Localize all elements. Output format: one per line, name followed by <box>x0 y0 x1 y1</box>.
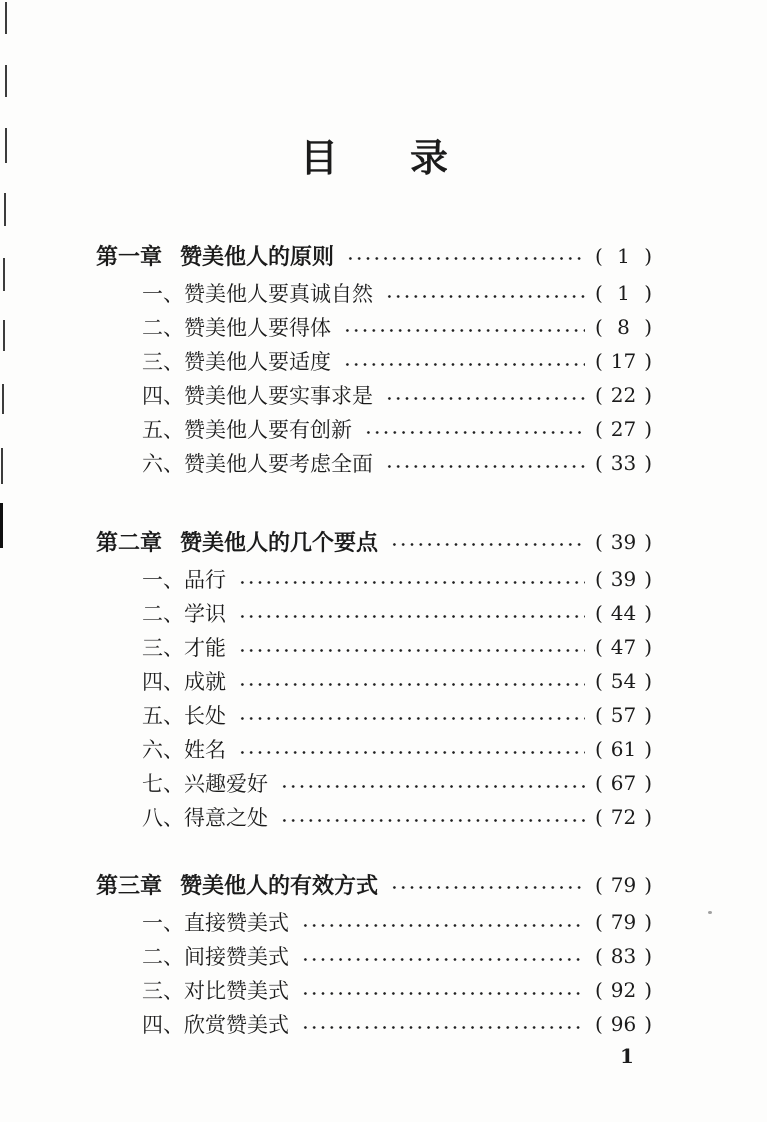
page-number-value: 72 <box>610 805 637 829</box>
close-paren: ) <box>644 281 652 305</box>
toc-entry-label: 一、直接赞美式 <box>142 911 289 935</box>
toc-entry-page <box>595 451 652 475</box>
close-paren: ) <box>644 1012 652 1036</box>
toc-section <box>96 237 652 480</box>
toc-entry-page <box>595 669 652 693</box>
close-paren: ) <box>644 529 652 554</box>
dot-leader <box>280 784 585 789</box>
dot-leader <box>280 818 585 823</box>
toc-entry-label: 七、兴趣爱好 <box>142 772 268 796</box>
toc-item-entry <box>96 939 652 973</box>
toc-entry-label: 赞美他人的几个要点 <box>180 530 379 556</box>
toc-entry-page <box>595 635 652 659</box>
binding-mark <box>5 2 7 34</box>
dot-leader <box>238 716 585 721</box>
open-paren: ( <box>595 349 603 373</box>
toc-item-entry <box>96 446 652 480</box>
dot-leader <box>390 542 585 547</box>
page-number-value: 1 <box>617 281 630 305</box>
binding-mark <box>3 320 5 351</box>
toc-entry-label: 五、长处 <box>142 704 226 728</box>
toc-entry-page <box>595 349 652 373</box>
toc-entry-label: 二、学识 <box>142 602 226 626</box>
page-number: 1 <box>620 1044 634 1068</box>
toc-entry-page <box>595 315 652 339</box>
toc-section <box>96 523 652 834</box>
page-number-value: 79 <box>610 872 637 897</box>
toc-entry-page <box>595 281 652 305</box>
open-paren: ( <box>595 669 603 693</box>
open-paren: ( <box>595 567 603 591</box>
dot-leader <box>238 648 585 653</box>
close-paren: ) <box>644 771 652 795</box>
chapter-number-label: 第一章 <box>96 244 163 270</box>
toc-entry-page <box>595 1012 652 1036</box>
page-number-value: 67 <box>610 771 637 795</box>
toc-item-entry <box>96 562 652 596</box>
dot-leader <box>385 464 585 469</box>
close-paren: ) <box>644 349 652 373</box>
toc-entry-page <box>595 383 652 407</box>
toc-entry-page <box>595 601 652 625</box>
toc-item-entry <box>96 698 652 732</box>
page-number-value: 22 <box>610 383 637 407</box>
close-paren: ) <box>644 872 652 897</box>
page-number-value: 79 <box>610 910 637 934</box>
page-number-value: 17 <box>610 349 637 373</box>
dot-leader <box>238 750 585 755</box>
open-paren: ( <box>595 601 603 625</box>
toc-entry-page <box>595 873 652 897</box>
toc-entry-label: 四、赞美他人要实事求是 <box>142 384 373 408</box>
page-number-value: 54 <box>610 669 637 693</box>
toc-entry-label: 二、赞美他人要得体 <box>142 316 331 340</box>
toc-item-entry <box>96 766 652 800</box>
toc-section <box>96 866 652 1041</box>
toc-item-entry <box>96 973 652 1007</box>
close-paren: ) <box>644 635 652 659</box>
toc-entry-label: 赞美他人的有效方式 <box>180 873 379 899</box>
toc-entry-label: 六、姓名 <box>142 738 226 762</box>
toc-entry-label: 三、赞美他人要适度 <box>142 350 331 374</box>
toc-entry-label: 四、成就 <box>142 670 226 694</box>
page-number-value: 83 <box>610 944 637 968</box>
toc-entry-label: 四、欣赏赞美式 <box>142 1013 289 1037</box>
open-paren: ( <box>595 944 603 968</box>
page-number-value: 27 <box>610 417 637 441</box>
binding-mark <box>2 384 4 414</box>
open-paren: ( <box>595 451 603 475</box>
close-paren: ) <box>644 669 652 693</box>
toc-chapter-entry <box>96 523 652 560</box>
toc-entry-label: 三、对比赞美式 <box>142 979 289 1003</box>
dot-leader <box>346 256 585 261</box>
dot-leader <box>385 294 585 299</box>
toc-entry-label: 三、才能 <box>142 636 226 660</box>
close-paren: ) <box>644 601 652 625</box>
toc-entry-page <box>595 737 652 761</box>
toc-entry-label: 六、赞美他人要考虑全面 <box>142 452 373 476</box>
toc-entry-label: 五、赞美他人要有创新 <box>142 418 352 442</box>
open-paren: ( <box>595 1012 603 1036</box>
open-paren: ( <box>595 281 603 305</box>
toc-entry-page <box>595 417 652 441</box>
open-paren: ( <box>595 703 603 727</box>
close-paren: ) <box>644 417 652 441</box>
toc-item-entry <box>96 344 652 378</box>
chapter-number-label: 第二章 <box>96 530 163 556</box>
page-number-value: 33 <box>610 451 637 475</box>
page-number-value: 61 <box>610 737 637 761</box>
open-paren: ( <box>595 737 603 761</box>
toc-chapter-entry <box>96 237 652 274</box>
toc-entry-page <box>595 978 652 1002</box>
toc-entry-page <box>595 771 652 795</box>
close-paren: ) <box>644 703 652 727</box>
toc-item-entry <box>96 630 652 664</box>
close-paren: ) <box>644 910 652 934</box>
dot-leader <box>238 614 585 619</box>
toc-chapter-entry <box>96 866 652 903</box>
page-number-value: 57 <box>610 703 637 727</box>
page-number-value: 39 <box>610 567 637 591</box>
toc-entry-label: 一、品行 <box>142 568 226 592</box>
toc-item-entry <box>96 310 652 344</box>
page-title <box>96 136 652 180</box>
toc-entry-page <box>595 910 652 934</box>
close-paren: ) <box>644 315 652 339</box>
title-char: 录 <box>410 135 449 180</box>
binding-mark <box>4 193 6 226</box>
dot-leader <box>385 396 585 401</box>
toc-entry-page <box>595 244 652 268</box>
toc-entry-page <box>595 805 652 829</box>
toc-item-entry <box>96 905 652 939</box>
page-number-value: 44 <box>610 601 637 625</box>
toc-item-entry <box>96 378 652 412</box>
open-paren: ( <box>595 315 603 339</box>
close-paren: ) <box>644 243 652 268</box>
toc-entry-label: 一、赞美他人要真诚自然 <box>142 282 373 306</box>
dot-leader <box>343 362 585 367</box>
open-paren: ( <box>595 872 603 897</box>
toc-item-entry <box>96 412 652 446</box>
table-of-contents <box>96 237 652 1041</box>
close-paren: ) <box>644 567 652 591</box>
page-number-value: 96 <box>610 1012 637 1036</box>
binding-mark <box>5 128 7 163</box>
toc-entry-page <box>595 530 652 554</box>
toc-entry-label: 二、间接赞美式 <box>142 945 289 969</box>
title-char: 目 <box>299 135 338 180</box>
toc-entry-page <box>595 567 652 591</box>
toc-item-entry <box>96 1007 652 1041</box>
open-paren: ( <box>595 771 603 795</box>
close-paren: ) <box>644 383 652 407</box>
binding-mark <box>5 65 7 97</box>
toc-item-entry <box>96 664 652 698</box>
toc-item-entry <box>96 800 652 834</box>
toc-item-entry <box>96 596 652 630</box>
dot-leader <box>301 957 585 962</box>
open-paren: ( <box>595 383 603 407</box>
chapter-number-label: 第三章 <box>96 873 163 899</box>
dot-leader <box>301 991 585 996</box>
page-number-value: 47 <box>610 635 637 659</box>
page-number-value: 92 <box>610 978 637 1002</box>
close-paren: ) <box>644 451 652 475</box>
open-paren: ( <box>595 978 603 1002</box>
open-paren: ( <box>595 910 603 934</box>
dot-leader <box>301 923 585 928</box>
scan-artifact-dot <box>708 911 712 914</box>
dot-leader <box>238 682 585 687</box>
binding-mark <box>0 503 3 548</box>
toc-entry-label: 赞美他人的原则 <box>180 244 335 270</box>
binding-mark <box>3 258 5 291</box>
page-number-value: 8 <box>617 315 630 339</box>
page-number-value: 39 <box>610 529 637 554</box>
open-paren: ( <box>595 635 603 659</box>
close-paren: ) <box>644 805 652 829</box>
toc-entry-label: 八、得意之处 <box>142 806 268 830</box>
toc-entry-page <box>595 944 652 968</box>
toc-entry-page <box>595 703 652 727</box>
open-paren: ( <box>595 243 603 268</box>
binding-mark <box>1 448 3 484</box>
dot-leader <box>301 1025 585 1030</box>
close-paren: ) <box>644 978 652 1002</box>
open-paren: ( <box>595 417 603 441</box>
toc-item-entry <box>96 276 652 310</box>
page-number-value: 1 <box>617 243 630 268</box>
toc-item-entry <box>96 732 652 766</box>
open-paren: ( <box>595 805 603 829</box>
close-paren: ) <box>644 944 652 968</box>
open-paren: ( <box>595 529 603 554</box>
dot-leader <box>238 580 585 585</box>
dot-leader <box>343 328 585 333</box>
dot-leader <box>364 430 585 435</box>
close-paren: ) <box>644 737 652 761</box>
dot-leader <box>390 885 585 890</box>
